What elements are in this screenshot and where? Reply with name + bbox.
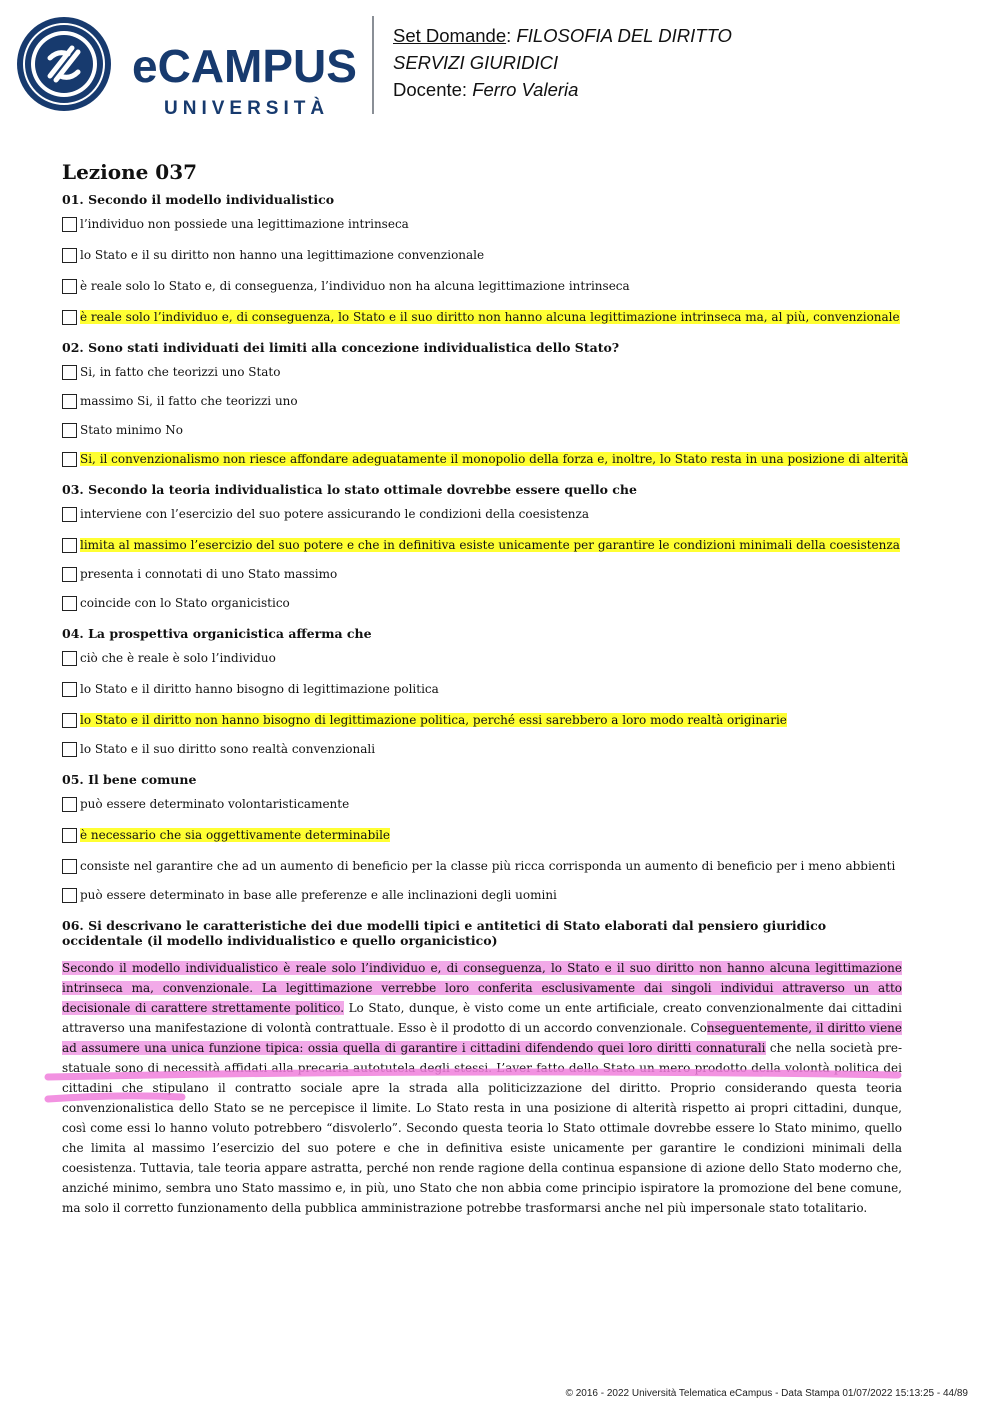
checkbox[interactable]: [62, 310, 77, 325]
checkbox[interactable]: [62, 394, 77, 409]
option-05-d[interactable]: [62, 886, 902, 904]
option-02-a[interactable]: [62, 363, 902, 381]
question-title: 02. Sono stati individuati dei limiti alla concezione individualistica dello Stato?: [62, 340, 620, 355]
checkbox[interactable]: [62, 217, 77, 232]
open-answer: [62, 958, 902, 1218]
option-text: lo Stato e il diritto hanno bisogno di legittimazione politica: [80, 682, 439, 696]
checkbox[interactable]: [62, 682, 77, 697]
option-text-highlighted: limita al massimo l’esercizio del suo potere e che in definitiva esiste unicamente per garantire le condizioni minimali della coesistenza: [80, 538, 900, 552]
option-text: è reale solo lo Stato e, di conseguenza, l’individuo non ha alcuna legittimazione intrinseca: [80, 279, 630, 293]
option-text: Stato minimo No: [80, 423, 183, 437]
header-divider: [372, 16, 374, 114]
option-04-d[interactable]: [62, 740, 902, 758]
question-title: 05. Il bene comune: [62, 772, 197, 787]
answer-text-1: Lo Stato, dunque, è visto come un ente artificiale, creato convenzionalmente dai cittadini attraverso una manifestazione di volontà contrattuale. Esso è il prodotto di un accordo convenzionale. Co: [62, 1001, 902, 1035]
question-06: [62, 918, 902, 1218]
page-footer: © 2016 - 2022 Università Telematica eCampus - Data Stampa 01/07/2022 15:13:25 - 44/89: [565, 1388, 968, 1399]
option-text-highlighted: Si, il convenzionalismo non riesce affondare adeguatamente il monopolio della forza e, inoltre, lo Stato resta in una posizione di alterità: [80, 452, 909, 466]
answer-highlight-2: nseguentemente, il diritto viene ad assumere una unica funzione tipica: ossia quella di garantire i cittadini difendendo quei loro diritti connaturali: [62, 1021, 902, 1055]
question-title: 01. Secondo il modello individualistico: [62, 192, 335, 207]
checkbox[interactable]: [62, 423, 77, 438]
option-text: massimo Si, il fatto che teorizzi uno: [80, 394, 298, 408]
option-03-b[interactable]: [62, 536, 902, 554]
option-text: presenta i connotati di uno Stato massimo: [80, 567, 338, 581]
checkbox[interactable]: [62, 279, 77, 294]
option-text: ciò che è reale è solo l’individuo: [80, 651, 276, 665]
option-05-a[interactable]: [62, 795, 902, 813]
option-01-b[interactable]: [62, 246, 902, 264]
checkbox[interactable]: [62, 797, 77, 812]
checkbox[interactable]: [62, 713, 77, 728]
svg-text:UNIVERSITÀ: UNIVERSITÀ: [164, 98, 330, 119]
option-text: Si, in fatto che teorizzi uno Stato: [80, 365, 281, 379]
option-03-c[interactable]: [62, 565, 902, 583]
option-03-d[interactable]: [62, 594, 902, 612]
option-text-highlighted: lo Stato e il diritto non hanno bisogno di legittimazione politica, perché essi sarebbero a loro modo realtà originarie: [80, 713, 787, 727]
option-text: l’individuo non possiede una legittimazione intrinseca: [80, 217, 409, 231]
option-02-d[interactable]: [62, 450, 909, 468]
option-02-c[interactable]: [62, 421, 902, 439]
option-04-b[interactable]: [62, 680, 902, 698]
option-text: può essere determinato volontaristicamente: [80, 797, 350, 811]
checkbox[interactable]: [62, 651, 77, 666]
checkbox[interactable]: [62, 567, 77, 582]
svg-text:eCAMPUS: eCAMPUS: [132, 40, 357, 92]
option-01-d[interactable]: [62, 308, 902, 326]
question-set: [62, 160, 909, 1232]
header-info: Set Domande: FILOSOFIA DEL DIRITTO SERVIZI GIURIDICI Docente: Ferro Valeria: [393, 25, 732, 100]
option-text-highlighted: è reale solo l’individuo e, di conseguenza, lo Stato e il suo diritto non hanno alcuna legittimazione intrinseca ma, al più, convenzionale: [80, 310, 900, 324]
question-03: [62, 482, 902, 612]
option-text: interviene con l’esercizio del suo potere assicurando le condizioni della coesistenza: [80, 507, 589, 521]
checkbox[interactable]: [62, 248, 77, 263]
set-label: Set Domande: [393, 25, 507, 46]
option-text: può essere determinato in base alle preferenze e alle inclinazioni degli uomini: [80, 888, 557, 902]
checkbox[interactable]: [62, 828, 77, 843]
question-title: 04. La prospettiva organicistica afferma che: [62, 626, 372, 641]
teacher-name: Ferro Valeria: [472, 79, 579, 100]
question-01: [62, 192, 902, 326]
checkbox[interactable]: [62, 742, 77, 757]
option-text: lo Stato e il suo diritto sono realtà convenzionali: [80, 742, 376, 756]
option-text: consiste nel garantire che ad un aumento di beneficio per la classe più ricca corrisponda un aumento di beneficio per i meno abbienti: [80, 859, 896, 873]
ecampus-logo: [14, 14, 374, 124]
checkbox[interactable]: [62, 365, 77, 380]
course-name: FILOSOFIA DEL DIRITTO: [516, 25, 732, 46]
question-05: [62, 772, 902, 904]
checkbox[interactable]: [62, 538, 77, 553]
option-05-c[interactable]: [62, 857, 902, 875]
option-02-b[interactable]: [62, 392, 902, 410]
option-04-c[interactable]: [62, 711, 902, 729]
question-04: [62, 626, 902, 758]
answer-text-2: che nella società pre-statuale sono di necessità affidati alla precaria autotutela degli stessi. L’aver fatto dello Stato un mero prodotto della volontà politica dei cittadini che stipulano il contratto sociale apre la strada alla politicizzazione del diritto. Proprio considerando questa teoria convenzionalistica dello Stato se ne percepisce il limite. Lo Stato resta in una posizione di alterità rispetto ai propri cittadini, dunque, così come essi lo hanno voluto potrebbero “disvolerlo”. Secondo questa teoria lo Stato ottimale dovrebbe essere lo Stato minimo, quello che limita al massimo l’esercizio del suo potere e che in definitiva esiste unicamente per garantire le condizioni minimali della coesistenza. Tuttavia, tale teoria appare astratta, perché non rende ragione della continua espansione di azione dello Stato moderno che, anziché minimo, sembra uno Stato massimo e, in più, uno Stato che non abbia come principio ispiratore la promozione del bene comune, ma solo il corretto funzionamento della pubblica amministrazione potrebbe trasformarsi anche nel più impersonale stato totalitario.: [62, 1041, 902, 1215]
page-header: [0, 0, 1000, 130]
question-title: 06. Si descrivano le caratteristiche dei due modelli tipici e antitetici di Stato elaborati dal pensiero giuridico occidentale (il modello individualistico e quello organicistico): [62, 918, 827, 948]
option-01-c[interactable]: [62, 277, 902, 295]
answer-highlight-1: Secondo il modello individualistico è reale solo l’individuo e, di conseguenza, lo Stato e il suo diritto non hanno alcuna legittimazione intrinseca ma, convenzionale. La legittimazione verrebbe loro conferita esclusivamente dai singoli individui attraverso un atto decisionale di carattere strettamente politico.: [62, 961, 902, 1015]
checkbox[interactable]: [62, 859, 77, 874]
option-01-a[interactable]: [62, 215, 902, 233]
option-text: coincide con lo Stato organicistico: [80, 596, 290, 610]
option-05-b[interactable]: [62, 826, 902, 844]
teacher-label: Docente:: [393, 79, 468, 100]
option-text: lo Stato e il su diritto non hanno una legittimazione convenzionale: [80, 248, 485, 262]
program-name: SERVIZI GIURIDICI: [393, 52, 559, 73]
question-title: 03. Secondo la teoria individualistica lo stato ottimale dovrebbe essere quello che: [62, 482, 637, 497]
checkbox[interactable]: [62, 452, 77, 467]
checkbox[interactable]: [62, 888, 77, 903]
lesson-title: Lezione 037: [62, 160, 198, 184]
checkbox[interactable]: [62, 507, 77, 522]
question-02: [62, 340, 909, 468]
option-04-a[interactable]: [62, 649, 902, 667]
option-03-a[interactable]: [62, 505, 902, 523]
option-text-highlighted: è necessario che sia oggettivamente determinabile: [80, 828, 391, 842]
checkbox[interactable]: [62, 596, 77, 611]
